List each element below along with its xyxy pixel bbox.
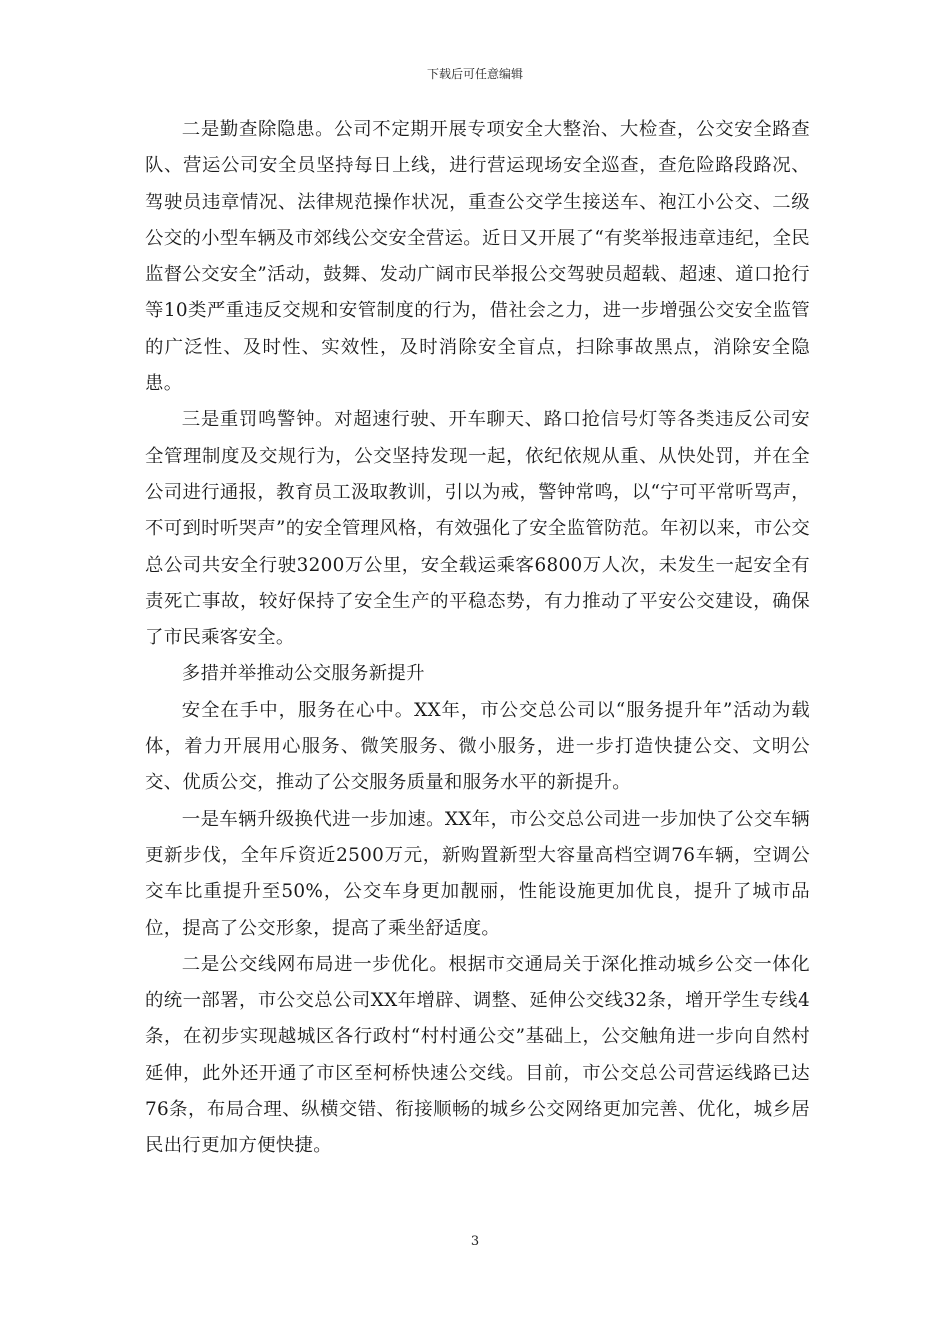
paragraph-penalty: 三是重罚鸣警钟。对超速行驶、开车聊天、路口抢信号灯等各类违反公司安全管理制度及交规行为，公交坚持发现一起，依纪依规从重、从快处罚，并在全公司进行通报，教育员工汲取教训，引以为戒，警钟常鸣，以“宁可平常听骂声，不可到时听哭声”的安全管理风格，有效强化了安全监管防范。年初以来，市公交总公司共安全行驶3200万公里，安全载运乘客6800万人次，未发生一起安全有责死亡事故，较好保持了安全生产的平稳态势，有力推动了平安公交建设，确保了市民乘客安全。 bbox=[145, 409, 810, 649]
page-number: 3 bbox=[470, 1234, 480, 1249]
paragraph-route-network: 二是公交线网布局进一步优化。根据市交通局关于深化推动城乡公交一体化的统一部署，市公交总公司XX年增辟、调整、延伸公交线32条，增开学生专线4条，在初步实现越城区各行政村“村村通公交”基础上，公交触角进一步向自然村延伸，此外还开通了市区至柯桥快速公交线。目前，市公交总公司营运线路已达76条，布局合理、纵横交错、衔接顺畅的城乡公交网络更加完善、优化，城乡居民出行更加方便快捷。 bbox=[145, 953, 810, 1157]
page-header: 下载后可任意编辑 bbox=[426, 67, 523, 81]
paragraph-service-intro: 安全在手中，服务在心中。XX年，市公交总公司以“服务提升年”活动为载体，着力开展用心服务、微笑服务、微小服务，进一步打造快捷公交、文明公交、优质公交，推动了公交服务质量和服务水平的新提升。 bbox=[145, 699, 810, 794]
document-body bbox=[145, 112, 810, 1165]
section-heading-service: 多措并举推动公交服务新提升 bbox=[181, 663, 425, 685]
paragraph-inspection: 二是勤查除隐患。公司不定期开展专项安全大整治、大检查，公交安全路查队、营运公司安全员坚持每日上线，进行营运现场安全巡查，查危险路段路况、驾驶员违章情况、法律规范操作状况，重查公交学生接送车、袍江小公交、二级公交的小型车辆及市郊线公交安全营运。近日又开展了“有奖举报违章违纪，全民监督公交安全”活动，鼓舞、发动广阔市民举报公交驾驶员超载、超速、道口抢行等10类严重违反交规和安管制度的行为，借社会之力，进一步增强公交安全监管的广泛性、及时性、实效性，及时消除安全盲点，扫除事故黑点，消除安全隐患。 bbox=[145, 119, 810, 395]
paragraph-vehicle-upgrade: 一是车辆升级换代进一步加速。XX年，市公交总公司进一步加快了公交车辆更新步伐，全年斥资近2500万元，新购置新型大容量高档空调76车辆，空调公交车比重提升至50%，公交车身更加靓丽，性能设施更加优良，提升了城市品位，提高了公交形象，提高了乘坐舒适度。 bbox=[145, 808, 810, 939]
